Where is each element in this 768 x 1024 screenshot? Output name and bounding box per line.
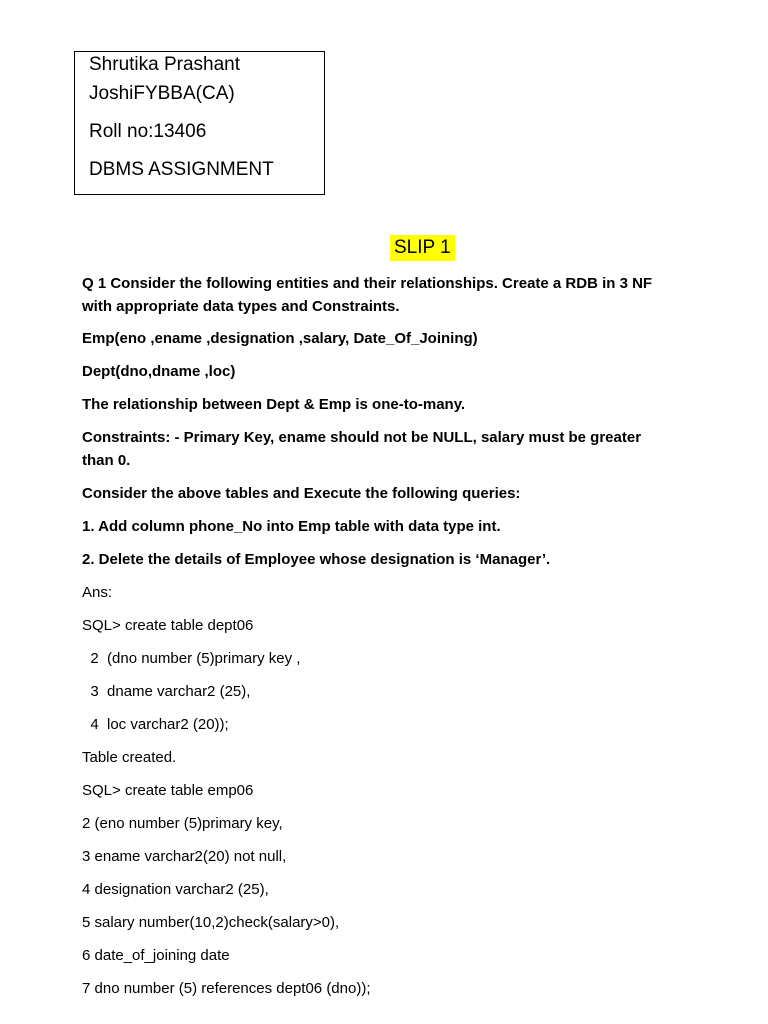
sql-line: SQL> create table emp06 [82,782,254,799]
sql-line: 6 date_of_joining date [82,947,230,964]
question-line-1: Q 1 Consider the following entities and their relationships. Create a RDB in 3 NF [82,275,653,292]
sql-line: 4 loc varchar2 (20)); [82,716,229,733]
sql-line: 2 (dno number (5)primary key , [82,650,301,667]
assignment-title: DBMS ASSIGNMENT [89,159,274,180]
relationship-text: The relationship between Dept & Emp is one-to-many. [82,396,466,413]
sql-line: SQL> create table dept06 [82,617,254,634]
question-line-2: with appropriate data types and Constraints. [82,298,400,315]
sql-line: 3 dname varchar2 (25), [82,683,251,700]
query-1: 1. Add column phone_No into Emp table with data type int. [82,518,501,535]
sql-line: Table created. [82,749,177,766]
student-name-line2: JoshiFYBBA(CA) [89,83,235,104]
ans-label: Ans: [82,584,113,601]
constraints-line-2: than 0. [82,452,131,469]
roll-number: Roll no:13406 [89,121,207,142]
sql-line: 3 ename varchar2(20) not null, [82,848,287,865]
sql-line: 5 salary number(10,2)check(salary>0), [82,914,340,931]
consider-text: Consider the above tables and Execute the following queries: [82,485,521,502]
sql-line: 2 (eno number (5)primary key, [82,815,283,832]
student-name-line1: Shrutika Prashant [89,54,241,75]
emp-schema: Emp(eno ,ename ,designation ,salary, Date_Of_Joining) [82,330,478,347]
query-2: 2. Delete the details of Employee whose designation is ‘Manager’. [82,551,551,568]
slip-title: SLIP 1 [390,235,455,261]
header-box [74,51,325,195]
constraints-line-1: Constraints: - Primary Key, ename should not be NULL, salary must be greater [82,429,642,446]
sql-line: 7 dno number (5) references dept06 (dno)); [82,980,371,997]
dept-schema: Dept(dno,dname ,loc) [82,363,236,380]
sql-line: 4 designation varchar2 (25), [82,881,269,898]
